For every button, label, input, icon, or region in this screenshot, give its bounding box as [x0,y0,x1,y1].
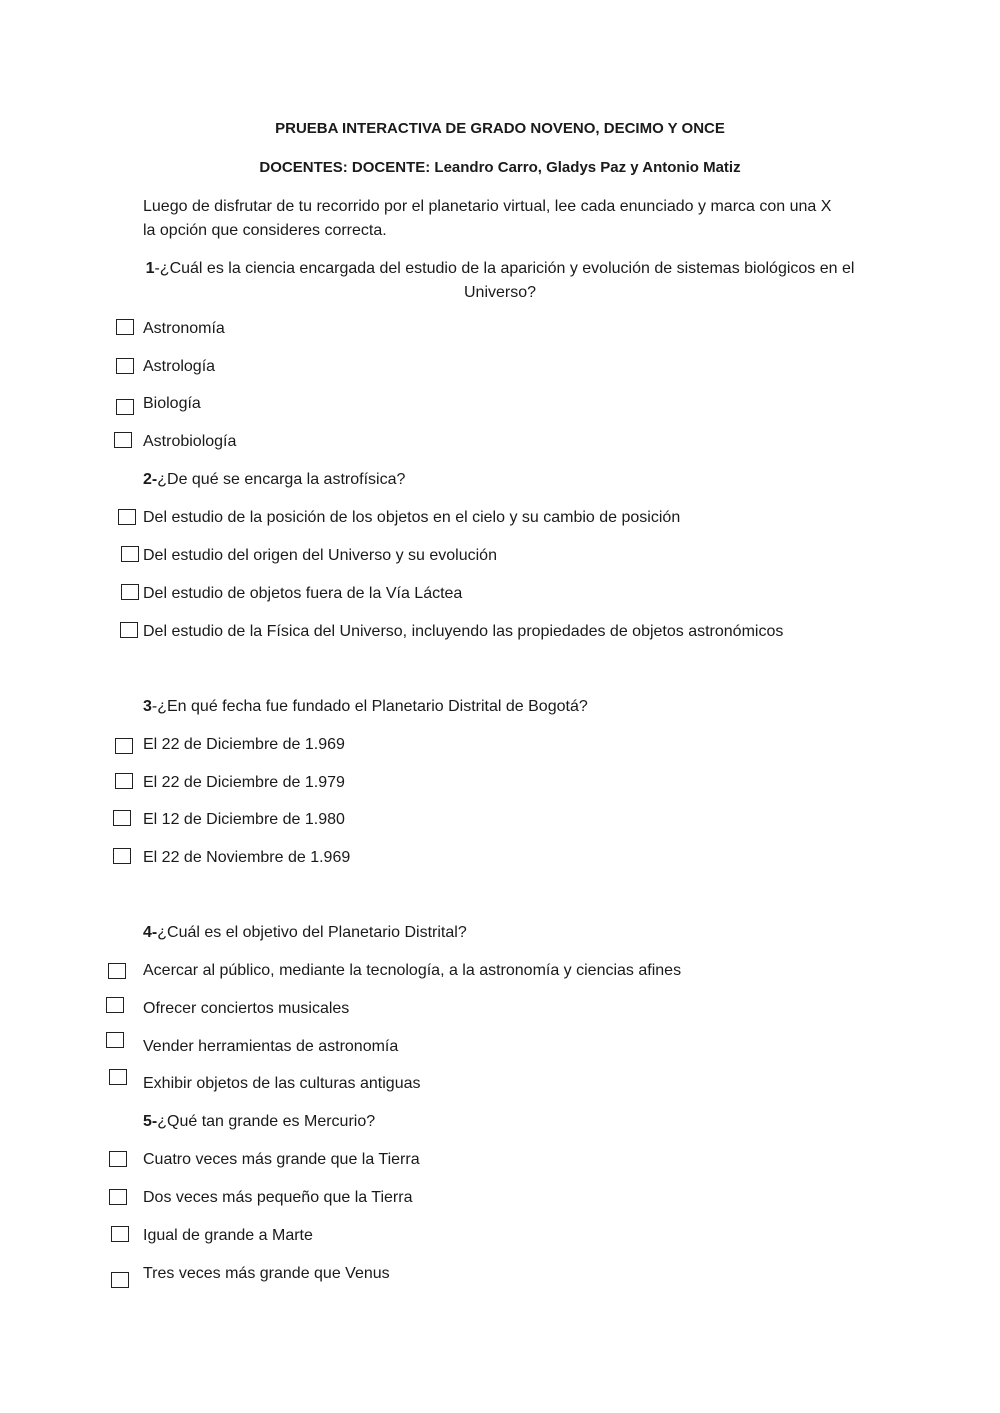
checkbox-q1-d[interactable] [114,432,132,448]
question-1: 1-¿Cuál es la ciencia encargada del estudio de la aparición y evolución de sistemas biológicos en el Universo? [145,260,855,301]
option-q2-c: Del estudio de objetos fuera de la Vía Láctea [143,585,463,602]
question-3: 3-¿En qué fecha fue fundado el Planetario Distrital de Bogotá? [143,698,588,715]
checkbox-q4-a[interactable] [108,963,126,979]
option-q2-d: Del estudio de la Física del Universo, incluyendo las propiedades de objetos astronómicos [143,623,784,640]
option-q4-b: Ofrecer conciertos musicales [143,1000,350,1017]
option-q1-b: Astrología [143,358,216,375]
option-q1-c: Biología [143,395,201,412]
checkbox-q1-b[interactable] [116,358,134,374]
checkbox-q4-c[interactable] [106,1032,124,1048]
teachers-line: DOCENTES: DOCENTE: Leandro Carro, Gladys Paz y Antonio Matiz [259,159,741,176]
question-2: 2-¿De qué se encarga la astrofísica? [143,471,406,488]
option-q1-a: Astronomía [143,320,225,337]
option-q3-c: El 12 de Diciembre de 1.980 [143,811,345,828]
checkbox-q3-b[interactable] [115,773,133,789]
option-q3-b: El 22 de Diciembre de 1.979 [143,774,345,791]
checkbox-q2-d[interactable] [120,622,138,638]
option-q4-d: Exhibir objetos de las culturas antiguas [143,1075,421,1092]
question-4: 4-¿Cuál es el objetivo del Planetario Distrital? [143,924,467,941]
checkbox-q1-a[interactable] [116,319,134,335]
option-q2-b: Del estudio del origen del Universo y su evolución [143,547,497,564]
option-q2-a: Del estudio de la posición de los objetos en el cielo y su cambio de posición [143,509,681,526]
checkbox-q3-a[interactable] [115,738,133,754]
checkbox-q2-a[interactable] [118,509,136,525]
checkbox-q5-a[interactable] [109,1151,127,1167]
option-q5-b: Dos veces más pequeño que la Tierra [143,1189,413,1206]
checkbox-q2-b[interactable] [121,546,139,562]
checkbox-q5-d[interactable] [111,1272,129,1288]
checkbox-q4-b[interactable] [106,997,124,1013]
option-q5-c: Igual de grande a Marte [143,1227,313,1244]
instructions: Luego de disfrutar de tu recorrido por el planetario virtual, lee cada enunciado y marca con una X la opción que consideres correcta. [143,198,832,239]
checkbox-q3-d[interactable] [113,848,131,864]
option-q3-d: El 22 de Noviembre de 1.969 [143,849,351,866]
checkbox-q3-c[interactable] [113,810,131,826]
option-q4-a: Acercar al público, mediante la tecnología, a la astronomía y ciencias afines [143,962,682,979]
option-q4-c: Vender herramientas de astronomía [143,1038,399,1055]
checkbox-q4-d[interactable] [109,1069,127,1085]
checkbox-q5-b[interactable] [109,1189,127,1205]
question-5: 5-¿Qué tan grande es Mercurio? [143,1113,376,1130]
checkbox-q5-c[interactable] [111,1226,129,1242]
option-q3-a: El 22 de Diciembre de 1.969 [143,736,345,753]
option-q1-d: Astrobiología [143,433,237,450]
option-q5-d: Tres veces más grande que Venus [143,1265,390,1282]
checkbox-q2-c[interactable] [121,584,139,600]
option-q5-a: Cuatro veces más grande que la Tierra [143,1151,420,1168]
page-title: PRUEBA INTERACTIVA DE GRADO NOVENO, DECIMO Y ONCE [275,120,725,137]
checkbox-q1-c[interactable] [116,399,134,415]
